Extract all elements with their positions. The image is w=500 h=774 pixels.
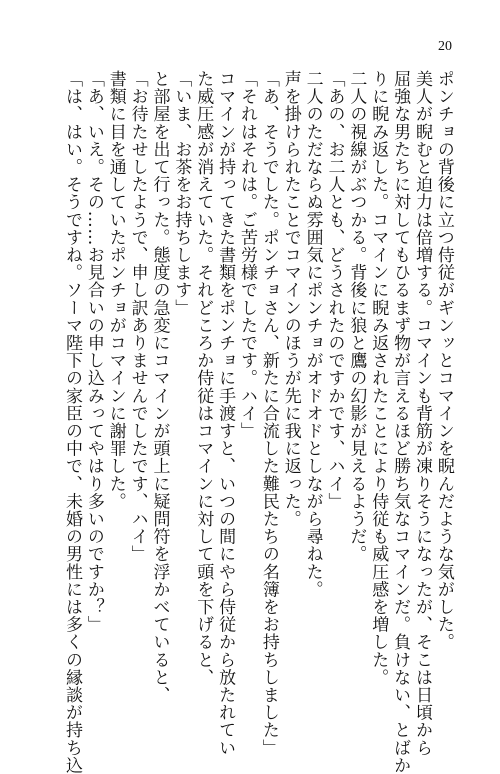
text-line: りに睨み返した。コマインに睨み返されたことにより侍従も威圧感を増した。 xyxy=(368,70,389,686)
novel-text-block xyxy=(62,70,454,774)
text-line: 書類に目を通していたポンチョがコマインに謝罪した。 xyxy=(105,70,126,510)
text-line: 二人の視線がぶつかる。背後に狼と鷹の幻影が見えるようだ。 xyxy=(346,70,367,563)
text-line: 「いま、お茶をお持ちします」 xyxy=(171,70,192,317)
page-number: 20 xyxy=(438,39,452,54)
text-line: 美人が睨むと迫力は倍増する。コマインも背筋が凍りそうになったが、そこは日頃から xyxy=(412,70,432,757)
text-line: 「あ、そうでした。ポンチョさん、新たに合流した難民たちの名簿をお持ちしました」 xyxy=(258,70,279,757)
text-line: た威圧感が消えていた。それどころか侍従はコマインに対して頭を下げると、 xyxy=(193,70,214,686)
text-line: 二人のただならぬ雰囲気にポンチョがオドオドとしながら尋ねた。 xyxy=(302,70,323,598)
text-line: 「あの、お二人とも、どうされたのですかです、ハイ」 xyxy=(324,70,345,510)
text-line: 「それはそれは。ご苦労様でしたです。ハイ」 xyxy=(237,70,257,440)
text-line: と部屋を出て行った。態度の急変にコマインが頭上に疑問符を浮かべていると、 xyxy=(149,70,170,704)
text-line: コマインが持ってきた書類をポンチョに手渡すと、いつの間にやら侍従から放たれてい xyxy=(215,70,236,757)
text-line: ポンチョの背後に立つ侍従がギンッとコマインを睨んだような気がした。 xyxy=(433,70,454,651)
text-line: 声を掛けられたことでコマインのほうが先に我に返った。 xyxy=(280,70,301,528)
text-line: 「あ、いえ。その……お見合いの申し込みってやはり多いのですか？」 xyxy=(83,70,104,634)
text-line: 「は、はい。そうですね。ソーマ陛下の家臣の中で、未婚の男性には多くの縁談が持ち込 xyxy=(62,70,82,774)
text-line: 屈強な男たちに対してもひるまず物が言えるほど勝ち気なコマインだ。負けない、とばか xyxy=(390,70,411,774)
text-line: 「お待たせしたようで、申し訳ありませんでしたです、ハイ」 xyxy=(127,70,148,563)
